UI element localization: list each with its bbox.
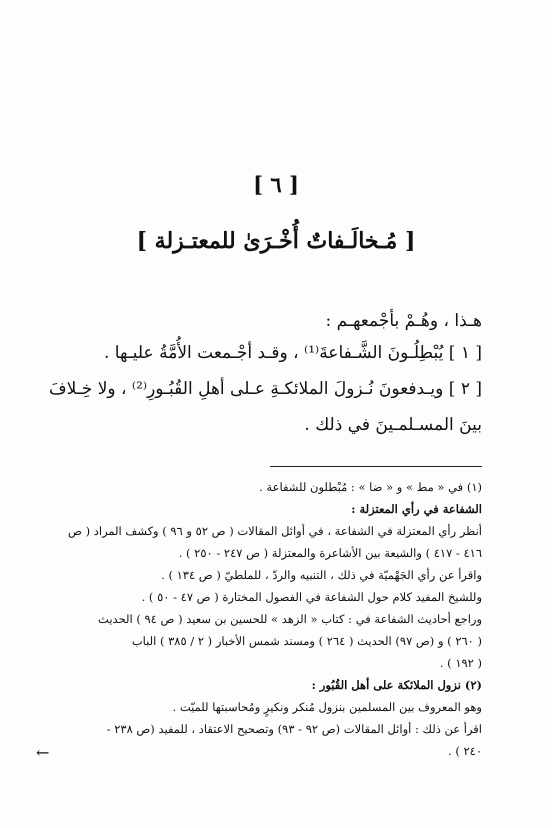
footnote-line: ( ١٩٢ ) . [439,656,482,670]
body-line-intro: هـذا ، وهُـمْ بأجْمعهـم : [325,311,482,331]
footnote-separator [270,466,482,467]
footnote-heading: الشفاعة في رأي المعتزلة : [351,502,482,516]
footnote-heading: (٢) نزول الملائكة على أهل القُبُور : [311,678,482,692]
footnote-line: أنظر رأي المعتزلة في الشفاعة ، في أوائل المقالات ( ص ٥٢ و ٩٦ ) وكشف المراد ( ص [68,524,482,538]
section-number: [ ٦ ] [253,172,299,197]
footnote-line: وراجع أحاديث الشفاعة في : كتاب « الزهد » للحسين بن سعيد ( ص ٩٤ ) الحديث [98,612,482,626]
footnote-line: ٢٤٠ ) . [448,744,482,758]
footnote-line: وللشيخ المفيد كلام حول الشفاعة في الفصول المختارة ( ص ٤٧ - ٥٠ ) . [141,590,482,604]
footnote-line: اقرأ عن ذلك : أوائل المقالات (ص ٩٢ - ٩٣) وتصحيح الاعتقاد ، للمفيد (ص ٢٣٨ - [106,722,482,736]
footnote-line: ( ٢٦٠ ) و (ص ٩٧) الحديث ( ٢٦٤ ) ومسند شمس الأخبار ( ٢ / ٣٨٥ ) الباب [131,634,482,648]
continuation-arrow-icon: ← [36,743,50,762]
footnote-line: وهو المعروف بين المسلمين بنزول مُنكر ونكيرٍ ومُحاسبتها للميّت . [172,700,482,714]
footnote-line: واقرأ عن رأي الجَهْميّة في ذلك ، التنبيه والردّ ، للملطيّ ( ص ١٣٤ ) . [161,568,482,582]
body-line-item-2: [ ٢ ] ويـدفعونَ نُـزولَ الملائكـةِ عـلى أهلِ القُبُـورِ⁽²⁾ ، ولا خِـلافَ [49,379,482,399]
footnote-line: ٤١٦ - ٤١٧ ) والشيعة بين الأشاعرة والمعتزلة ( ص ٢٤٧ - ٢٥٠ ) . [178,546,482,560]
body-line-item-2-cont: بينَ المسـلمـينَ في ذلك . [304,415,482,435]
section-title: [ مُـخالَـفاتٌ أُخْـرَىٰ للمعتـزلة ] [136,228,416,254]
body-line-item-1: [ ١ ] يُبْطِلُـونَ الشَّـفاعةَ⁽¹⁾ ، وقـد أجْـمعت الأُمَّةُ عليـها . [103,343,482,363]
footnote-line: (١) في « مط » و « ضا » : مُبْطلون للشفاعة . [259,480,482,494]
